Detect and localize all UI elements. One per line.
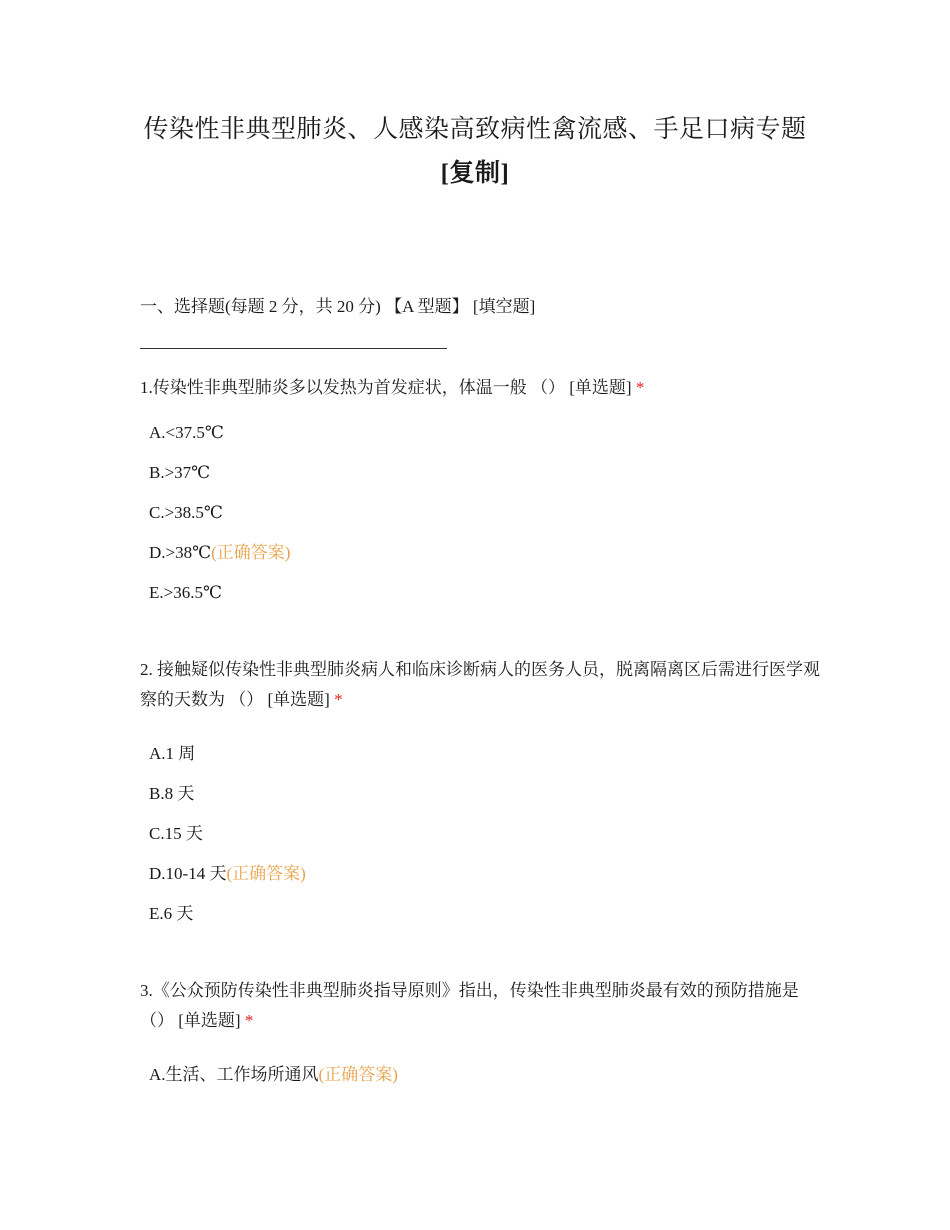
question-text: 3.《公众预防传染性非典型肺炎指导原则》指出，传染性非典型肺炎最有效的预防措施是 （） [单选题] bbox=[140, 981, 799, 1030]
option-text: B.8 天 bbox=[149, 784, 195, 803]
section-header: 一、选择题(每题 2 分，共 20 分) 【A 型题】 [填空题] bbox=[140, 297, 536, 316]
title-line-1: 传染性非典型肺炎、人感染高致病性禽流感、手足口病专题 bbox=[143, 116, 807, 143]
option-text: E.6 天 bbox=[149, 904, 194, 923]
option-text: A.<37.5℃ bbox=[149, 423, 224, 442]
q2-option-e[interactable] bbox=[149, 901, 193, 927]
correct-answer-tag: (正确答案) bbox=[318, 1065, 398, 1084]
required-mark: * bbox=[244, 1011, 254, 1030]
option-text: C.>38.5℃ bbox=[149, 503, 223, 522]
q1-option-b[interactable] bbox=[149, 460, 210, 486]
question-text: 2. 接触疑似传染性非典型肺炎病人和临床诊断病人的医务人员，脱离隔离区后需进行医学观察的天数为 （） [单选题] bbox=[140, 660, 820, 709]
required-mark: * bbox=[334, 690, 343, 709]
q1-option-d[interactable] bbox=[149, 540, 290, 566]
option-text: E.>36.5℃ bbox=[149, 583, 222, 602]
q3-option-a[interactable] bbox=[149, 1062, 398, 1088]
option-text: A.生活、工作场所通风 bbox=[149, 1065, 319, 1084]
correct-answer-tag: (正确答案) bbox=[226, 864, 306, 883]
q1-option-a[interactable] bbox=[149, 420, 224, 446]
option-text: A.1 周 bbox=[149, 744, 196, 763]
q2-option-c[interactable] bbox=[149, 821, 203, 847]
question-3 bbox=[140, 976, 820, 1036]
question-text: 1.传染性非典型肺炎多以发热为首发症状，体温一般 （） [单选题] bbox=[140, 378, 632, 397]
q2-option-a[interactable] bbox=[149, 741, 195, 767]
question-1 bbox=[140, 373, 820, 403]
option-text: C.15 天 bbox=[149, 824, 203, 843]
option-text: B.>37℃ bbox=[149, 463, 211, 482]
q1-option-e[interactable] bbox=[149, 580, 222, 606]
correct-answer-tag: (正确答案) bbox=[211, 543, 291, 562]
required-mark: * bbox=[635, 378, 645, 397]
option-text: D.>38℃ bbox=[149, 543, 212, 562]
document-title bbox=[0, 108, 950, 196]
q2-option-b[interactable] bbox=[149, 781, 194, 807]
section-divider bbox=[140, 348, 447, 349]
q2-option-d[interactable] bbox=[149, 861, 306, 887]
option-text: D.10-14 天 bbox=[149, 864, 227, 883]
q1-option-c[interactable] bbox=[149, 500, 223, 526]
copy-tag: [复制] bbox=[440, 160, 510, 187]
question-2 bbox=[140, 655, 820, 715]
